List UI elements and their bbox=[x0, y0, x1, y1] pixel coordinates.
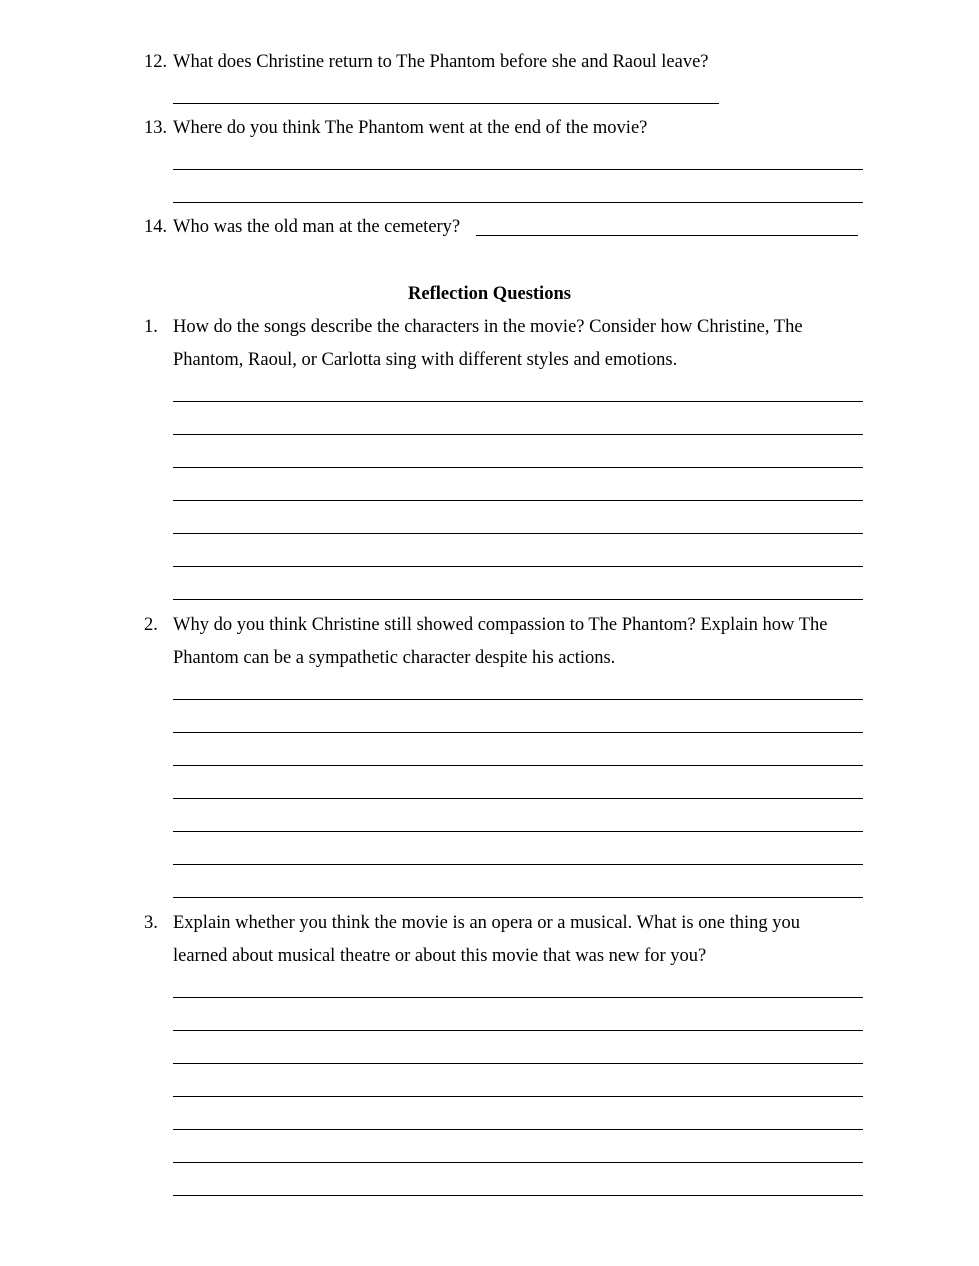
question-number: 2. bbox=[144, 615, 158, 635]
answer-line[interactable] bbox=[476, 235, 858, 236]
answer-line[interactable] bbox=[173, 1030, 863, 1031]
question-text-line-2: Phantom can be a sympathetic character despite his actions. bbox=[173, 648, 616, 668]
question-text: Where do you think The Phantom went at the end of the movie? bbox=[173, 118, 648, 138]
answer-line[interactable] bbox=[173, 103, 719, 104]
question-text-line-1: Why do you think Christine still showed compassion to The Phantom? Explain how The bbox=[173, 615, 828, 635]
answer-line[interactable] bbox=[173, 1162, 863, 1163]
answer-line[interactable] bbox=[173, 1195, 863, 1196]
answer-line[interactable] bbox=[173, 1063, 863, 1064]
question-number: 13. bbox=[144, 118, 168, 138]
question-text: What does Christine return to The Phantom before she and Raoul leave? bbox=[173, 52, 709, 72]
question-text-line-1: How do the songs describe the characters in the movie? Consider how Christine, The bbox=[173, 317, 803, 337]
answer-line[interactable] bbox=[173, 1096, 863, 1097]
answer-line[interactable] bbox=[173, 533, 863, 534]
answer-line[interactable] bbox=[173, 500, 863, 501]
answer-line[interactable] bbox=[173, 997, 863, 998]
answer-line[interactable] bbox=[173, 566, 863, 567]
question-number: 1. bbox=[144, 317, 158, 337]
question-number: 3. bbox=[144, 913, 158, 933]
question-text-line-2: Phantom, Raoul, or Carlotta sing with different styles and emotions. bbox=[173, 350, 678, 370]
question-text-line-2: learned about musical theatre or about this movie that was new for you? bbox=[173, 946, 707, 966]
answer-line[interactable] bbox=[173, 732, 863, 733]
answer-line[interactable] bbox=[173, 401, 863, 402]
answer-line[interactable] bbox=[173, 765, 863, 766]
answer-line[interactable] bbox=[173, 467, 863, 468]
answer-line[interactable] bbox=[173, 798, 863, 799]
question-text: Who was the old man at the cemetery? bbox=[173, 217, 461, 237]
question-number: 12. bbox=[144, 52, 168, 72]
answer-line[interactable] bbox=[173, 831, 863, 832]
answer-line[interactable] bbox=[173, 599, 863, 600]
answer-line[interactable] bbox=[173, 699, 863, 700]
answer-line[interactable] bbox=[173, 169, 863, 170]
answer-line[interactable] bbox=[173, 1129, 863, 1130]
answer-line[interactable] bbox=[173, 202, 863, 203]
answer-line[interactable] bbox=[173, 897, 863, 898]
answer-line[interactable] bbox=[173, 434, 863, 435]
section-heading: Reflection Questions bbox=[408, 284, 571, 304]
answer-line[interactable] bbox=[173, 864, 863, 865]
question-number: 14. bbox=[144, 217, 168, 237]
question-text-line-1: Explain whether you think the movie is an opera or a musical. What is one thing you bbox=[173, 913, 800, 933]
